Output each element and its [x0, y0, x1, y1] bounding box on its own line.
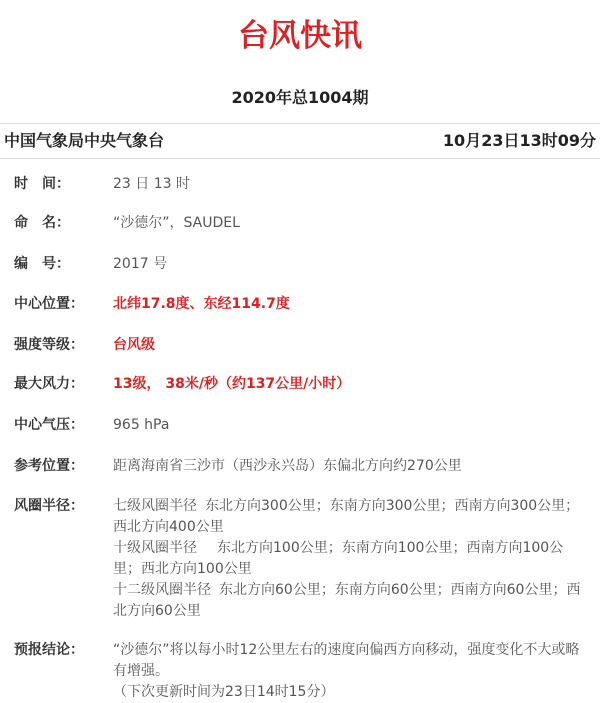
meta-bar [0, 123, 600, 159]
field-intensity-value: 台风级 [113, 337, 155, 353]
field-max-wind-value: 13级， 38米/秒（约137公里/小时） [113, 376, 351, 392]
field-reference-value: 距离海南省三沙市（西沙永兴岛）东偏北方向约270公里 [113, 458, 462, 474]
field-time-label: 时 间： [14, 176, 70, 192]
page-title: 台风快讯 [238, 18, 362, 54]
field-name-label: 命 名： [14, 215, 70, 231]
field-name-value: “沙德尔”，SAUDEL [113, 215, 240, 231]
field-center-value: 北纬17.8度、东经114.7度 [113, 296, 290, 312]
field-radius-value [113, 496, 584, 622]
field-pressure-label: 中心气压： [14, 417, 84, 433]
agency-name: 中国气象局中央气象台 [4, 131, 165, 150]
radius-level7-text: 东北方向300公里；东南方向300公里；西南方向300公里；西北方向400公里 [113, 498, 580, 535]
field-radius-label: 风圈半径： [14, 498, 84, 514]
field-center-label: 中心位置： [14, 296, 84, 312]
field-pressure-value: 965 hPa [113, 417, 170, 433]
forecast-next-update: （下次更新时间为23日14时15分） [113, 684, 335, 700]
field-reference-label: 参考位置： [14, 458, 84, 474]
radius-level7 [113, 496, 584, 538]
field-time-value: 23 日 13 时 [113, 176, 190, 192]
forecast-text: “沙德尔”将以每小时12公里左右的速度向偏西方向移动，强度变化不大或略有增强。 [113, 642, 580, 679]
radius-level12-name: 十二级风圈半径 [113, 582, 211, 598]
radius-level12 [113, 580, 584, 622]
issued-time: 10月23日13时09分 [442, 131, 596, 150]
field-forecast-value [113, 640, 584, 703]
field-forecast-label: 预报结论： [14, 642, 84, 658]
field-max-wind-label: 最大风力： [14, 376, 84, 392]
radius-level10-name: 十级风圈半径 [113, 540, 197, 556]
field-number-label: 编 号： [14, 256, 70, 272]
radius-level10 [113, 538, 584, 580]
radius-level7-name: 七级风圈半径 [113, 498, 197, 514]
issue-number: 2020年总1004期 [231, 88, 369, 107]
radius-level12-text: 东北方向60公里；东南方向60公里；西南方向60公里；西北方向60公里 [113, 582, 581, 619]
radius-level10-text: 东北方向100公里；东南方向100公里；西南方向100公里；西北方向100公里 [113, 540, 564, 577]
field-intensity-label: 强度等级： [14, 337, 84, 353]
field-number-value: 2017 号 [113, 256, 168, 272]
